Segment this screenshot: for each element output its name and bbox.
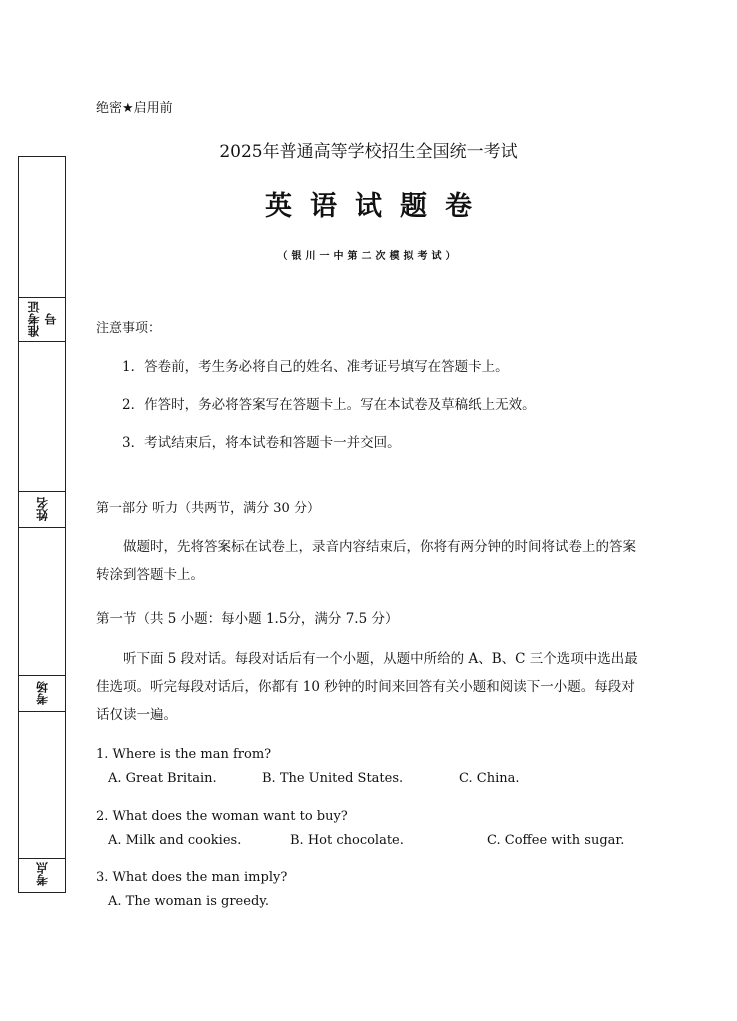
answer-option: B. The United States.: [262, 771, 404, 786]
part1-title: 第一部分 听力（共两节，满分 30 分）: [96, 501, 320, 516]
question-stem: 1. Where is the man from?: [96, 747, 272, 762]
question-stem: 2. What does the woman want to buy?: [96, 809, 348, 824]
secret-label: 绝密★启用前: [96, 101, 173, 116]
notes-heading: 注意事项：: [96, 321, 162, 336]
note-item: 3．考试结束后，将本试卷和答题卡一并交回。: [122, 435, 401, 451]
side-label-exam-room: 考场: [35, 681, 50, 705]
side-label-exam-number: 准考证号: [27, 301, 58, 337]
candidate-info-panel: [18, 156, 66, 893]
note-item: 1．答卷前，考生务必将自己的姓名、准考证号填写在答题卡上。: [122, 359, 509, 375]
section1-instruction: 听下面 5 段对话。每段对话后有一个小题，从题中所给的 A、B、C 三个选项中选出最佳选项。听完每段对话后，你都有 10 秒钟的时间来回答有关小题和阅读下一小题。每段对话仅读一遍。: [96, 651, 638, 723]
side-divider: [19, 527, 65, 528]
exam-title: 2025年普通高等学校招生全国统一考试: [219, 142, 518, 162]
answer-option: A. The woman is greedy.: [108, 894, 270, 909]
section1-title: 第一节（共 5 小题：每小题 1.5分，满分 7.5 分）: [96, 611, 399, 627]
side-divider: [19, 341, 65, 342]
exam-subnote: （银川一中第二次模拟考试）: [277, 251, 460, 262]
answer-option: B. Hot chocolate.: [290, 833, 404, 848]
answer-option: C. Coffee with sugar.: [487, 833, 625, 848]
answer-option: A. Milk and cookies.: [108, 833, 242, 848]
note-item: 2．作答时，务必将答案写在答题卡上。写在本试卷及草稿纸上无效。: [122, 397, 536, 413]
answer-option: A. Great Britain.: [108, 771, 217, 786]
answer-option: C. China.: [459, 771, 520, 786]
side-label-name: 姓名: [35, 497, 50, 521]
part1-instruction: 做题时，先将答案标在试卷上，录音内容结束后，你将有两分钟的时间将试卷上的答案转涂到答题卡上。: [96, 539, 636, 583]
side-divider: [19, 711, 65, 712]
side-label-exam-site: 考点: [35, 862, 50, 887]
question-stem: 3. What does the man imply?: [96, 870, 288, 885]
subject-title: 英语试题卷: [265, 191, 490, 222]
